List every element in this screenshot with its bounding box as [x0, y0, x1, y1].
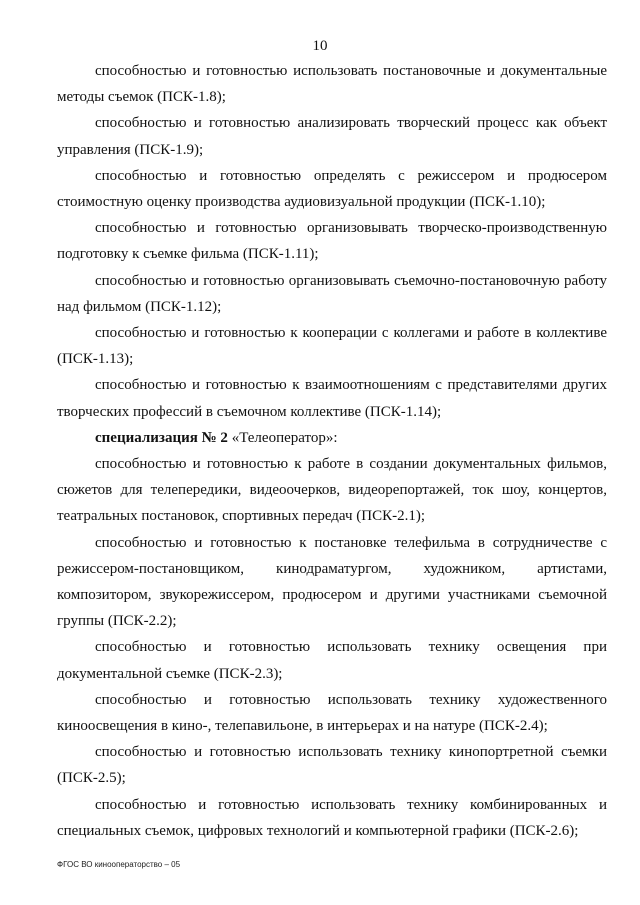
page-number: 10 — [312, 38, 328, 54]
competency-paragraph: способностью и готовностью использовать технику освещения при документальной съемке (ПСК-2.3); — [57, 639, 607, 682]
competency-paragraph: способностью и готовностью к постановке телефильма в сотрудничестве с режиссером-постановщиком, кинодраматургом, художником, артистами, композитором, звукорежиссером, продюсером и другими участниками съемочной группы (ПСК-2.2); — [57, 534, 607, 630]
specialization-heading — [57, 425, 607, 451]
competency-paragraph: способностью и готовностью к работе в создании документальных фильмов, сюжетов для телепередики, видеоочерков, видеорепортажей, ток шоу, концертов, театральных постановок, спортивных передач (ПСК-2.1); — [57, 456, 607, 525]
competency-paragraph: способностью и готовностью организовывать творческо-производственную подготовку к съемке фильма (ПСК-1.11); — [57, 220, 607, 263]
document-body — [57, 58, 607, 844]
competency-paragraph: способностью и готовностью организовывать съемочно-постановочную работу над фильмом (ПСК-1.12); — [57, 272, 607, 315]
competency-paragraph: способностью и готовностью использовать постановочные и документальные методы съемок (ПСК-1.8); — [57, 63, 607, 106]
document-footer: ФГОС ВО кинооператорство – 05 — [57, 860, 181, 869]
competency-paragraph: способностью и готовностью использовать технику кинопортретной съемки (ПСК-2.5); — [57, 744, 607, 787]
specialization-title: «Телеоператор»: — [227, 429, 338, 446]
competency-paragraph: способностью и готовностью определять с режиссером и продюсером стоимостную оценку производства аудиовизуальной продукции (ПСК-1.10); — [57, 167, 607, 211]
competency-paragraph: способностью и готовностью использовать технику комбинированных и специальных съемок, цифровых технологий и компьютерной графики (ПСК-2.6); — [57, 796, 607, 839]
competency-paragraph: способностью и готовностью анализировать творческий процесс как объект управления (ПСК-1.9); — [57, 115, 607, 158]
competency-paragraph: способностью и готовностью к взаимоотношениям с представителями других творческих профессий в съемочном коллективе (ПСК-1.14); — [57, 377, 607, 420]
specialization-label: специализация № 2 — [95, 429, 228, 446]
competency-paragraph: способностью и готовностью использовать технику художественного киноосвещения в кино-, телепавильоне, в интерьерах и на натуре (ПСК-2.4); — [57, 691, 607, 735]
competency-paragraph: способностью и готовностью к кооперации с коллегами и работе в коллективе (ПСК-1.13); — [57, 325, 607, 368]
